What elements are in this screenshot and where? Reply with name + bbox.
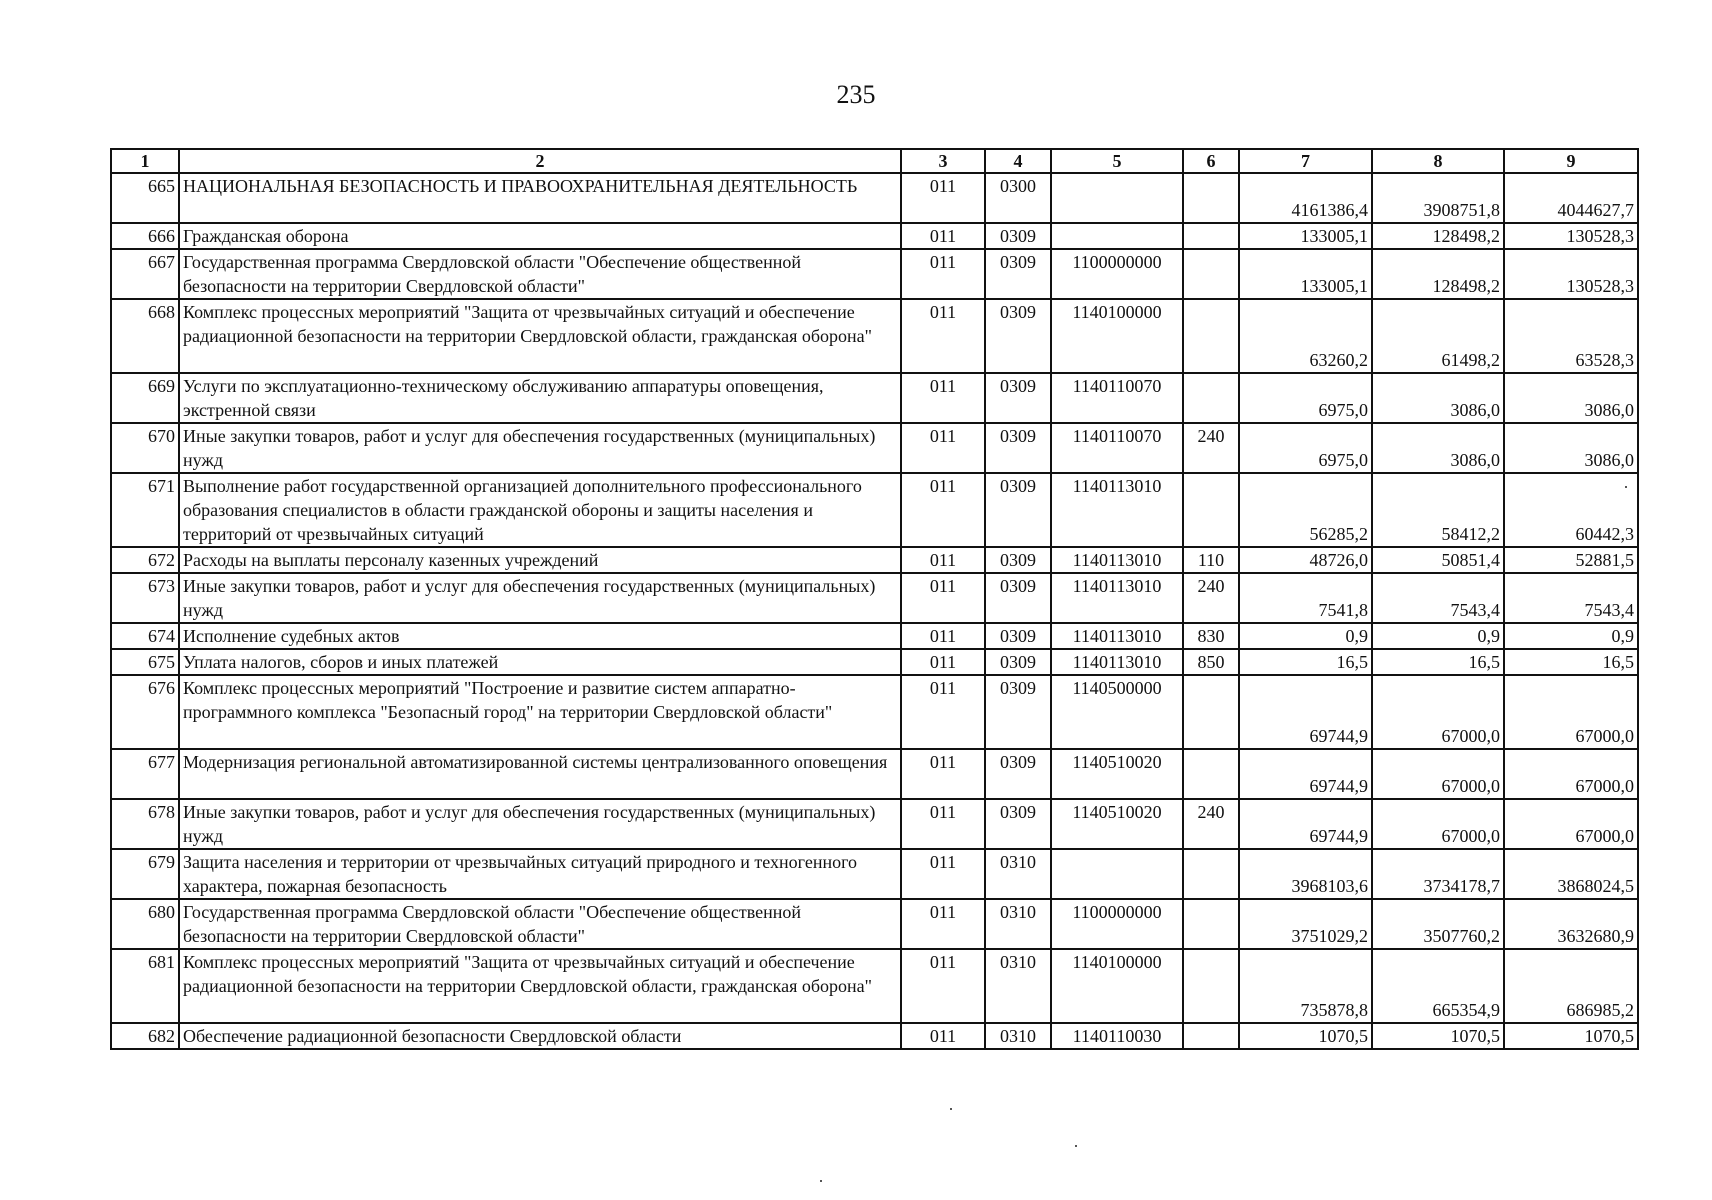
row-col5 [1051,849,1183,899]
row-name: Иные закупки товаров, работ и услуг для обеспечения государственных (муниципальных) нужд [179,423,901,473]
row-col3: 011 [901,173,985,223]
row-value-8: 0,9 [1372,623,1504,649]
row-col4: 0310 [985,899,1051,949]
row-col6: 830 [1183,623,1239,649]
row-number: 678 [111,799,179,849]
row-number: 671 [111,473,179,547]
row-value-9: 3086,0 [1504,423,1638,473]
row-value-8: 67000,0 [1372,675,1504,749]
table-row [111,623,1638,649]
row-name: Выполнение работ государственной организацией дополнительного профессионального образования специалистов в области гражданской обороны и защиты населения и территорий от чрезвычайных ситуаций [179,473,901,547]
row-col6: 240 [1183,423,1239,473]
row-name: Исполнение судебных актов [179,623,901,649]
row-name: Гражданская оборона [179,223,901,249]
row-value-7: 56285,2 [1239,473,1372,547]
row-col5: 1140110070 [1051,423,1183,473]
row-col3: 011 [901,299,985,373]
row-name: Иные закупки товаров, работ и услуг для обеспечения государственных (муниципальных) нужд [179,799,901,849]
row-col6 [1183,749,1239,799]
row-value-7: 133005,1 [1239,223,1372,249]
row-name: Государственная программа Свердловской области "Обеспечение общественной безопасности на территории Свердловской области" [179,899,901,949]
row-number: 675 [111,649,179,675]
row-number: 674 [111,623,179,649]
row-value-9: 60442,3 [1504,473,1638,547]
row-value-9: 686985,2 [1504,949,1638,1023]
row-value-9: 4044627,7 [1504,173,1638,223]
speck [1625,486,1627,488]
row-number: 665 [111,173,179,223]
table-row [111,573,1638,623]
row-value-8: 67000,0 [1372,799,1504,849]
row-col6 [1183,949,1239,1023]
row-value-7: 63260,2 [1239,299,1372,373]
row-number: 673 [111,573,179,623]
row-value-9: 1070,5 [1504,1023,1638,1049]
row-number: 677 [111,749,179,799]
row-value-7: 735878,8 [1239,949,1372,1023]
row-value-8: 3734178,7 [1372,849,1504,899]
page-number: 235 [836,80,876,109]
row-number: 669 [111,373,179,423]
row-number: 672 [111,547,179,573]
row-value-9: 3086,0 [1504,373,1638,423]
table-row [111,223,1638,249]
row-col4: 0309 [985,373,1051,423]
row-name: Комплекс процессных мероприятий "Построение и развитие систем аппаратно-программного комплекса "Безопасный город" на территории Свердловской области" [179,675,901,749]
row-value-7: 6975,0 [1239,373,1372,423]
row-name: Защита населения и территории от чрезвычайных ситуаций природного и техногенного характера, пожарная безопасность [179,849,901,899]
row-col6: 850 [1183,649,1239,675]
row-col6: 110 [1183,547,1239,573]
header-cell: 1 [111,149,179,173]
row-col5: 1140100000 [1051,949,1183,1023]
row-value-8: 67000,0 [1372,749,1504,799]
table-row [111,249,1638,299]
table-row [111,949,1638,1023]
row-col6: 240 [1183,573,1239,623]
row-col4: 0310 [985,849,1051,899]
row-value-8: 3086,0 [1372,423,1504,473]
row-name: Иные закупки товаров, работ и услуг для обеспечения государственных (муниципальных) нужд [179,573,901,623]
row-number: 666 [111,223,179,249]
row-col5 [1051,173,1183,223]
table-row [111,423,1638,473]
table-row [111,547,1638,573]
row-col6 [1183,849,1239,899]
row-name: Комплекс процессных мероприятий "Защита от чрезвычайных ситуаций и обеспечение радиационной безопасности на территории Свердловской области, гражданская оборона" [179,949,901,1023]
row-col5 [1051,223,1183,249]
row-value-7: 69744,9 [1239,749,1372,799]
row-value-8: 58412,2 [1372,473,1504,547]
row-name: Расходы на выплаты персоналу казенных учреждений [179,547,901,573]
row-value-7: 3751029,2 [1239,899,1372,949]
row-col5: 1140510020 [1051,749,1183,799]
row-value-9: 52881,5 [1504,547,1638,573]
row-value-7: 69744,9 [1239,799,1372,849]
table-row [111,749,1638,799]
speck [950,1108,952,1110]
row-col4: 0309 [985,547,1051,573]
row-name: Уплата налогов, сборов и иных платежей [179,649,901,675]
row-value-8: 16,5 [1372,649,1504,675]
row-col4: 0309 [985,223,1051,249]
row-col5: 1140113010 [1051,623,1183,649]
row-name: Модернизация региональной автоматизированной системы централизованного оповещения [179,749,901,799]
row-col5: 1140110070 [1051,373,1183,423]
row-col6 [1183,173,1239,223]
row-col3: 011 [901,649,985,675]
row-value-7: 3968103,6 [1239,849,1372,899]
header-cell: 6 [1183,149,1239,173]
row-value-8: 7543,4 [1372,573,1504,623]
speck [820,1180,822,1182]
row-col5: 1140110030 [1051,1023,1183,1049]
row-col4: 0300 [985,173,1051,223]
row-col3: 011 [901,949,985,1023]
row-number: 668 [111,299,179,373]
table-row [111,849,1638,899]
row-number: 682 [111,1023,179,1049]
speck [1075,1145,1077,1147]
row-col4: 0309 [985,623,1051,649]
row-value-9: 3868024,5 [1504,849,1638,899]
row-number: 681 [111,949,179,1023]
row-name: Комплекс процессных мероприятий "Защита от чрезвычайных ситуаций и обеспечение радиационной безопасности на территории Свердловской области, гражданская оборона" [179,299,901,373]
row-col3: 011 [901,899,985,949]
row-number: 680 [111,899,179,949]
row-value-8: 3908751,8 [1372,173,1504,223]
row-col3: 011 [901,249,985,299]
row-col3: 011 [901,473,985,547]
row-col3: 011 [901,1023,985,1049]
row-col5: 1140113010 [1051,473,1183,547]
row-name: Обеспечение радиационной безопасности Свердловской области [179,1023,901,1049]
row-col3: 011 [901,749,985,799]
row-col3: 011 [901,623,985,649]
row-name: НАЦИОНАЛЬНАЯ БЕЗОПАСНОСТЬ И ПРАВООХРАНИТЕЛЬНАЯ ДЕЯТЕЛЬНОСТЬ [179,173,901,223]
row-col5: 1140113010 [1051,649,1183,675]
row-col6 [1183,373,1239,423]
row-value-7: 1070,5 [1239,1023,1372,1049]
budget-table [110,148,1639,1050]
header-cell: 4 [985,149,1051,173]
row-value-9: 3632680,9 [1504,899,1638,949]
header-cell: 8 [1372,149,1504,173]
row-col5: 1140113010 [1051,573,1183,623]
row-value-8: 128498,2 [1372,249,1504,299]
row-value-7: 16,5 [1239,649,1372,675]
row-value-9: 63528,3 [1504,299,1638,373]
row-name: Услуги по эксплуатационно-техническому обслуживанию аппаратуры оповещения, экстренной связи [179,373,901,423]
row-col5: 1140510020 [1051,799,1183,849]
row-col6 [1183,473,1239,547]
row-value-8: 50851,4 [1372,547,1504,573]
row-value-9: 130528,3 [1504,249,1638,299]
row-value-9: 67000,0 [1504,749,1638,799]
row-col4: 0309 [985,573,1051,623]
row-col4: 0309 [985,299,1051,373]
table-row [111,299,1638,373]
row-col6 [1183,675,1239,749]
header-cell: 7 [1239,149,1372,173]
header-cell: 2 [179,149,901,173]
row-number: 670 [111,423,179,473]
row-value-7: 4161386,4 [1239,173,1372,223]
row-name: Государственная программа Свердловской области "Обеспечение общественной безопасности на территории Свердловской области" [179,249,901,299]
row-col4: 0310 [985,949,1051,1023]
row-value-7: 7541,8 [1239,573,1372,623]
header-row [111,149,1638,173]
row-col6 [1183,249,1239,299]
row-col6 [1183,299,1239,373]
row-value-9: 7543,4 [1504,573,1638,623]
row-col5: 1140113010 [1051,547,1183,573]
row-value-7: 48726,0 [1239,547,1372,573]
row-value-9: 16,5 [1504,649,1638,675]
row-value-9: 67000,0 [1504,799,1638,849]
row-value-7: 0,9 [1239,623,1372,649]
row-col4: 0309 [985,423,1051,473]
row-col3: 011 [901,573,985,623]
table-row [111,649,1638,675]
table-row [111,1023,1638,1049]
row-col6 [1183,223,1239,249]
row-col5: 1100000000 [1051,249,1183,299]
row-number: 679 [111,849,179,899]
row-value-8: 1070,5 [1372,1023,1504,1049]
row-col6: 240 [1183,799,1239,849]
header-cell: 3 [901,149,985,173]
row-col4: 0309 [985,473,1051,547]
row-value-9: 0,9 [1504,623,1638,649]
row-col3: 011 [901,547,985,573]
header-cell: 5 [1051,149,1183,173]
row-value-9: 67000,0 [1504,675,1638,749]
row-col3: 011 [901,849,985,899]
row-number: 676 [111,675,179,749]
row-col3: 011 [901,373,985,423]
row-value-8: 61498,2 [1372,299,1504,373]
row-col4: 0309 [985,799,1051,849]
row-col5: 1140500000 [1051,675,1183,749]
table-row [111,899,1638,949]
row-col4: 0309 [985,675,1051,749]
table-row [111,173,1638,223]
row-value-7: 133005,1 [1239,249,1372,299]
row-col3: 011 [901,423,985,473]
row-col3: 011 [901,675,985,749]
row-value-9: 130528,3 [1504,223,1638,249]
row-col4: 0310 [985,1023,1051,1049]
row-col6 [1183,1023,1239,1049]
row-col5: 1100000000 [1051,899,1183,949]
row-col4: 0309 [985,649,1051,675]
table-row [111,373,1638,423]
row-value-8: 128498,2 [1372,223,1504,249]
row-col4: 0309 [985,249,1051,299]
row-col4: 0309 [985,749,1051,799]
row-value-8: 665354,9 [1372,949,1504,1023]
header-cell: 9 [1504,149,1638,173]
table-row [111,473,1638,547]
row-value-8: 3086,0 [1372,373,1504,423]
row-col5: 1140100000 [1051,299,1183,373]
row-col6 [1183,899,1239,949]
row-col3: 011 [901,799,985,849]
row-number: 667 [111,249,179,299]
row-col3: 011 [901,223,985,249]
row-value-7: 69744,9 [1239,675,1372,749]
row-value-8: 3507760,2 [1372,899,1504,949]
table-row [111,675,1638,749]
row-value-7: 6975,0 [1239,423,1372,473]
table-row [111,799,1638,849]
